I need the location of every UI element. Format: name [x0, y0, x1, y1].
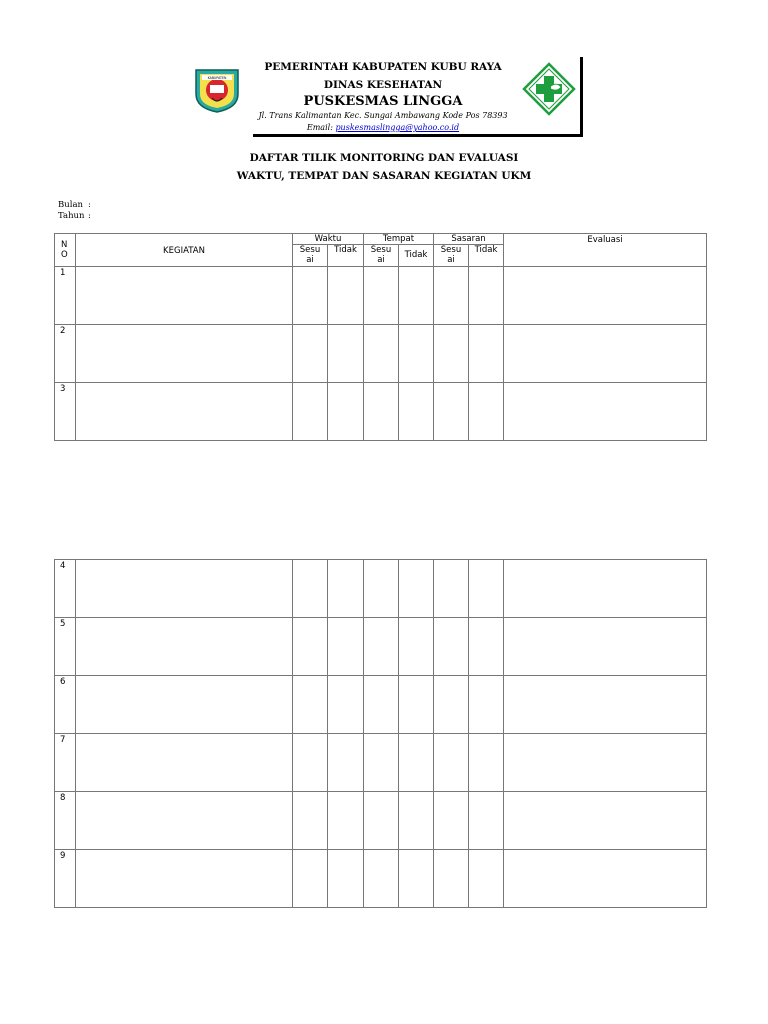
sasaran-sesuai-cell[interactable] — [434, 734, 469, 792]
checklist-table-1 — [54, 233, 707, 441]
kegiatan-cell[interactable] — [76, 734, 293, 792]
tempat-tidak-cell[interactable] — [399, 560, 434, 618]
waktu-sesuai-cell[interactable] — [293, 267, 328, 325]
subheader-sasaran-sesuai: Sesu ai — [434, 245, 469, 267]
waktu-sesuai-cell[interactable] — [293, 325, 328, 383]
subheader-tempat-sesuai: Sesu ai — [364, 245, 399, 267]
tahun-field — [58, 211, 91, 221]
letterhead-horizontal-rule — [253, 134, 583, 137]
table-row — [55, 734, 707, 792]
col-header-sasaran: Sasaran — [434, 234, 504, 245]
evaluasi-cell[interactable] — [504, 560, 707, 618]
sasaran-sesuai-cell[interactable] — [434, 618, 469, 676]
waktu-tidak-cell[interactable] — [328, 383, 364, 441]
tempat-sesuai-cell[interactable] — [364, 560, 399, 618]
tempat-sesuai-cell[interactable] — [364, 325, 399, 383]
sasaran-sesuai-cell[interactable] — [434, 850, 469, 908]
table-row — [55, 325, 707, 383]
sasaran-tidak-cell[interactable] — [469, 676, 504, 734]
waktu-sesuai-cell[interactable] — [293, 850, 328, 908]
tempat-tidak-cell[interactable] — [399, 267, 434, 325]
waktu-tidak-cell[interactable] — [328, 618, 364, 676]
evaluasi-cell[interactable] — [504, 618, 707, 676]
tempat-sesuai-cell[interactable] — [364, 618, 399, 676]
kegiatan-cell[interactable] — [76, 676, 293, 734]
tempat-sesuai-cell[interactable] — [364, 267, 399, 325]
evaluasi-cell[interactable] — [504, 325, 707, 383]
waktu-sesuai-cell[interactable] — [293, 383, 328, 441]
col-header-waktu: Waktu — [293, 234, 364, 245]
puskesmas-cross-logo-icon — [522, 62, 576, 116]
table-row — [55, 618, 707, 676]
table-row — [55, 560, 707, 618]
letterhead-puskesmas: PUSKESMAS LINGGA — [303, 94, 463, 109]
sasaran-sesuai-cell[interactable] — [434, 383, 469, 441]
evaluasi-cell[interactable] — [504, 850, 707, 908]
tempat-sesuai-cell[interactable] — [364, 734, 399, 792]
bulan-field — [58, 200, 91, 210]
tempat-tidak-cell[interactable] — [399, 850, 434, 908]
row-number: 5 — [55, 618, 76, 676]
waktu-tidak-cell[interactable] — [328, 792, 364, 850]
sasaran-tidak-cell[interactable] — [469, 560, 504, 618]
checklist-table-2 — [54, 559, 707, 908]
tempat-tidak-cell[interactable] — [399, 325, 434, 383]
kabupaten-logo-icon — [192, 64, 242, 114]
sasaran-sesuai-cell[interactable] — [434, 325, 469, 383]
evaluasi-cell[interactable] — [504, 267, 707, 325]
subheader-tempat-tidak: Tidak — [399, 245, 434, 267]
tahun-label: Tahun — [58, 211, 85, 221]
kegiatan-cell[interactable] — [76, 850, 293, 908]
letterhead-government: PEMERINTAH KABUPATEN KUBU RAYA — [264, 61, 502, 73]
sasaran-tidak-cell[interactable] — [469, 267, 504, 325]
kegiatan-cell[interactable] — [76, 618, 293, 676]
waktu-tidak-cell[interactable] — [328, 734, 364, 792]
subheader-waktu-sesuai: Sesu ai — [293, 245, 328, 267]
tempat-tidak-cell[interactable] — [399, 618, 434, 676]
document-title-line1: DAFTAR TILIK MONITORING DAN EVALUASI — [249, 152, 519, 164]
tempat-tidak-cell[interactable] — [399, 676, 434, 734]
email-label: Email: — [306, 123, 336, 132]
evaluasi-cell[interactable] — [504, 792, 707, 850]
letterhead-address: Jl. Trans Kalimantan Kec. Sungai Ambawang Kode Pos 78393 — [258, 111, 508, 120]
row-number: 3 — [55, 383, 76, 441]
kegiatan-cell[interactable] — [76, 792, 293, 850]
tempat-sesuai-cell[interactable] — [364, 676, 399, 734]
evaluasi-cell[interactable] — [504, 383, 707, 441]
waktu-tidak-cell[interactable] — [328, 325, 364, 383]
letterhead-email-line — [240, 123, 526, 132]
row-number: 8 — [55, 792, 76, 850]
letterhead-vertical-rule — [580, 57, 583, 137]
sasaran-sesuai-cell[interactable] — [434, 676, 469, 734]
waktu-tidak-cell[interactable] — [328, 560, 364, 618]
row-number: 9 — [55, 850, 76, 908]
email-link[interactable]: puskesmaslingga@yahoo.co.id — [335, 123, 460, 132]
kegiatan-cell[interactable] — [76, 383, 293, 441]
evaluasi-cell[interactable] — [504, 734, 707, 792]
tempat-sesuai-cell[interactable] — [364, 792, 399, 850]
waktu-tidak-cell[interactable] — [328, 267, 364, 325]
col-header-tempat: Tempat — [364, 234, 434, 245]
waktu-tidak-cell[interactable] — [328, 676, 364, 734]
row-number: 2 — [55, 325, 76, 383]
waktu-tidak-cell[interactable] — [328, 850, 364, 908]
sasaran-tidak-cell[interactable] — [469, 618, 504, 676]
tempat-sesuai-cell[interactable] — [364, 850, 399, 908]
table-row — [55, 383, 707, 441]
row-number: 4 — [55, 560, 76, 618]
waktu-sesuai-cell[interactable] — [293, 792, 328, 850]
bulan-colon: : — [88, 200, 91, 210]
waktu-sesuai-cell[interactable] — [293, 734, 328, 792]
sasaran-tidak-cell[interactable] — [469, 792, 504, 850]
waktu-sesuai-cell[interactable] — [293, 618, 328, 676]
sasaran-tidak-cell[interactable] — [469, 383, 504, 441]
tempat-tidak-cell[interactable] — [399, 734, 434, 792]
tempat-sesuai-cell[interactable] — [364, 383, 399, 441]
kegiatan-cell[interactable] — [76, 267, 293, 325]
sasaran-sesuai-cell[interactable] — [434, 560, 469, 618]
table-row — [55, 850, 707, 908]
sasaran-tidak-cell[interactable] — [469, 850, 504, 908]
sasaran-sesuai-cell[interactable] — [434, 792, 469, 850]
subheader-waktu-tidak: Tidak — [328, 245, 364, 267]
table-row — [55, 792, 707, 850]
tempat-tidak-cell[interactable] — [399, 792, 434, 850]
table-row — [55, 267, 707, 325]
col-header-kegiatan: KEGIATAN — [76, 234, 293, 267]
tempat-tidak-cell[interactable] — [399, 383, 434, 441]
kegiatan-cell[interactable] — [76, 325, 293, 383]
sasaran-tidak-cell[interactable] — [469, 734, 504, 792]
table-row — [55, 676, 707, 734]
evaluasi-cell[interactable] — [504, 676, 707, 734]
waktu-sesuai-cell[interactable] — [293, 560, 328, 618]
kegiatan-cell[interactable] — [76, 560, 293, 618]
row-number: 6 — [55, 676, 76, 734]
sasaran-sesuai-cell[interactable] — [434, 267, 469, 325]
col-header-no: N O — [55, 234, 76, 267]
row-number: 7 — [55, 734, 76, 792]
sasaran-tidak-cell[interactable] — [469, 325, 504, 383]
tahun-colon: : — [88, 211, 91, 221]
bulan-label: Bulan — [58, 200, 83, 210]
subheader-sasaran-tidak: Tidak — [469, 245, 504, 267]
waktu-sesuai-cell[interactable] — [293, 676, 328, 734]
left-logo-text: KABUPATEN — [207, 76, 227, 80]
document-title-line2: WAKTU, TEMPAT DAN SASARAN KEGIATAN UKM — [236, 170, 532, 182]
row-number: 1 — [55, 267, 76, 325]
letterhead-department: DINAS KESEHATAN — [323, 79, 443, 91]
col-header-evaluasi: Evaluasi — [504, 234, 707, 267]
